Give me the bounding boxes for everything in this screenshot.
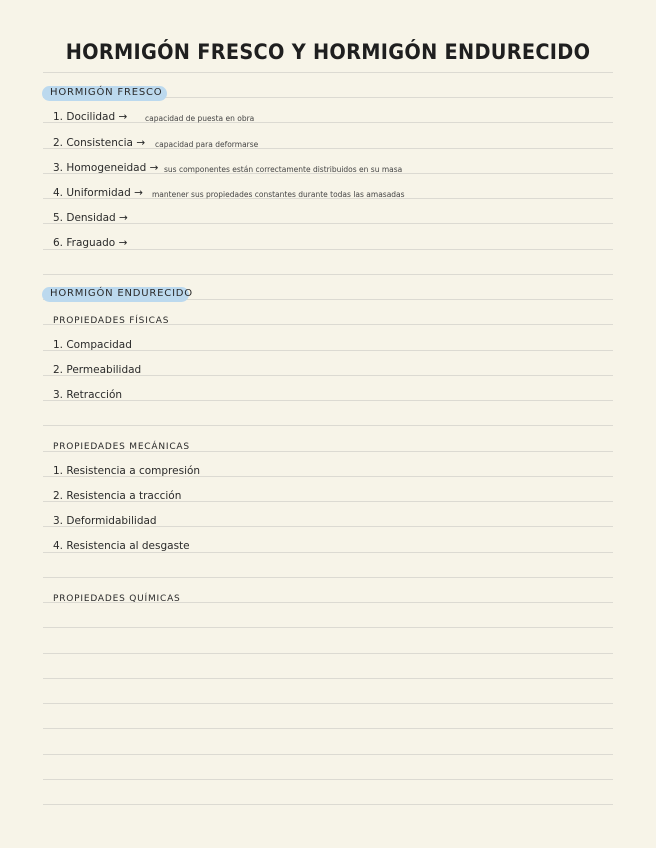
section-heading-endurecido: HORMIGÓN ENDURECIDO (50, 288, 193, 299)
item-description: capacidad de puesta en obra (145, 114, 255, 123)
list-item: 3. Retracción (53, 389, 123, 401)
subheading-quimicas: PROPIEDADES QUÍMICAS (53, 594, 181, 604)
item-term: 4. Uniformidad → (53, 187, 143, 199)
list-item: 4. Resistencia al desgaste (53, 540, 190, 552)
item-term: 5. Densidad → (53, 212, 128, 224)
item-term: 1. Docilidad → (53, 111, 128, 123)
item-term: 6. Fraguado → (53, 237, 128, 249)
item-description: mantener sus propiedades constantes durante todas las amasadas (152, 190, 405, 199)
item-term: 2. Consistencia → (53, 137, 146, 149)
page-title: HORMIGÓN FRESCO Y HORMIGÓN ENDURECIDO (65, 40, 591, 64)
section-heading-fresco: HORMIGÓN FRESCO (50, 87, 163, 98)
subheading-mecanicas: PROPIEDADES MECÁNICAS (53, 442, 190, 452)
item-description: capacidad para deformarse (155, 140, 259, 149)
item-description: sus componentes están correctamente distribuidos en su masa (164, 165, 403, 174)
list-item: 1. Compacidad (53, 339, 132, 351)
list-item: 1. Resistencia a compresión (53, 465, 201, 477)
list-item: 2. Resistencia a tracción (53, 490, 182, 502)
list-item: 2. Permeabilidad (53, 364, 142, 376)
item-term: 3. Homogeneidad → (53, 162, 159, 174)
list-item: 3. Deformidabilidad (53, 515, 157, 527)
subheading-fisicas: PROPIEDADES FÍSICAS (53, 316, 170, 326)
